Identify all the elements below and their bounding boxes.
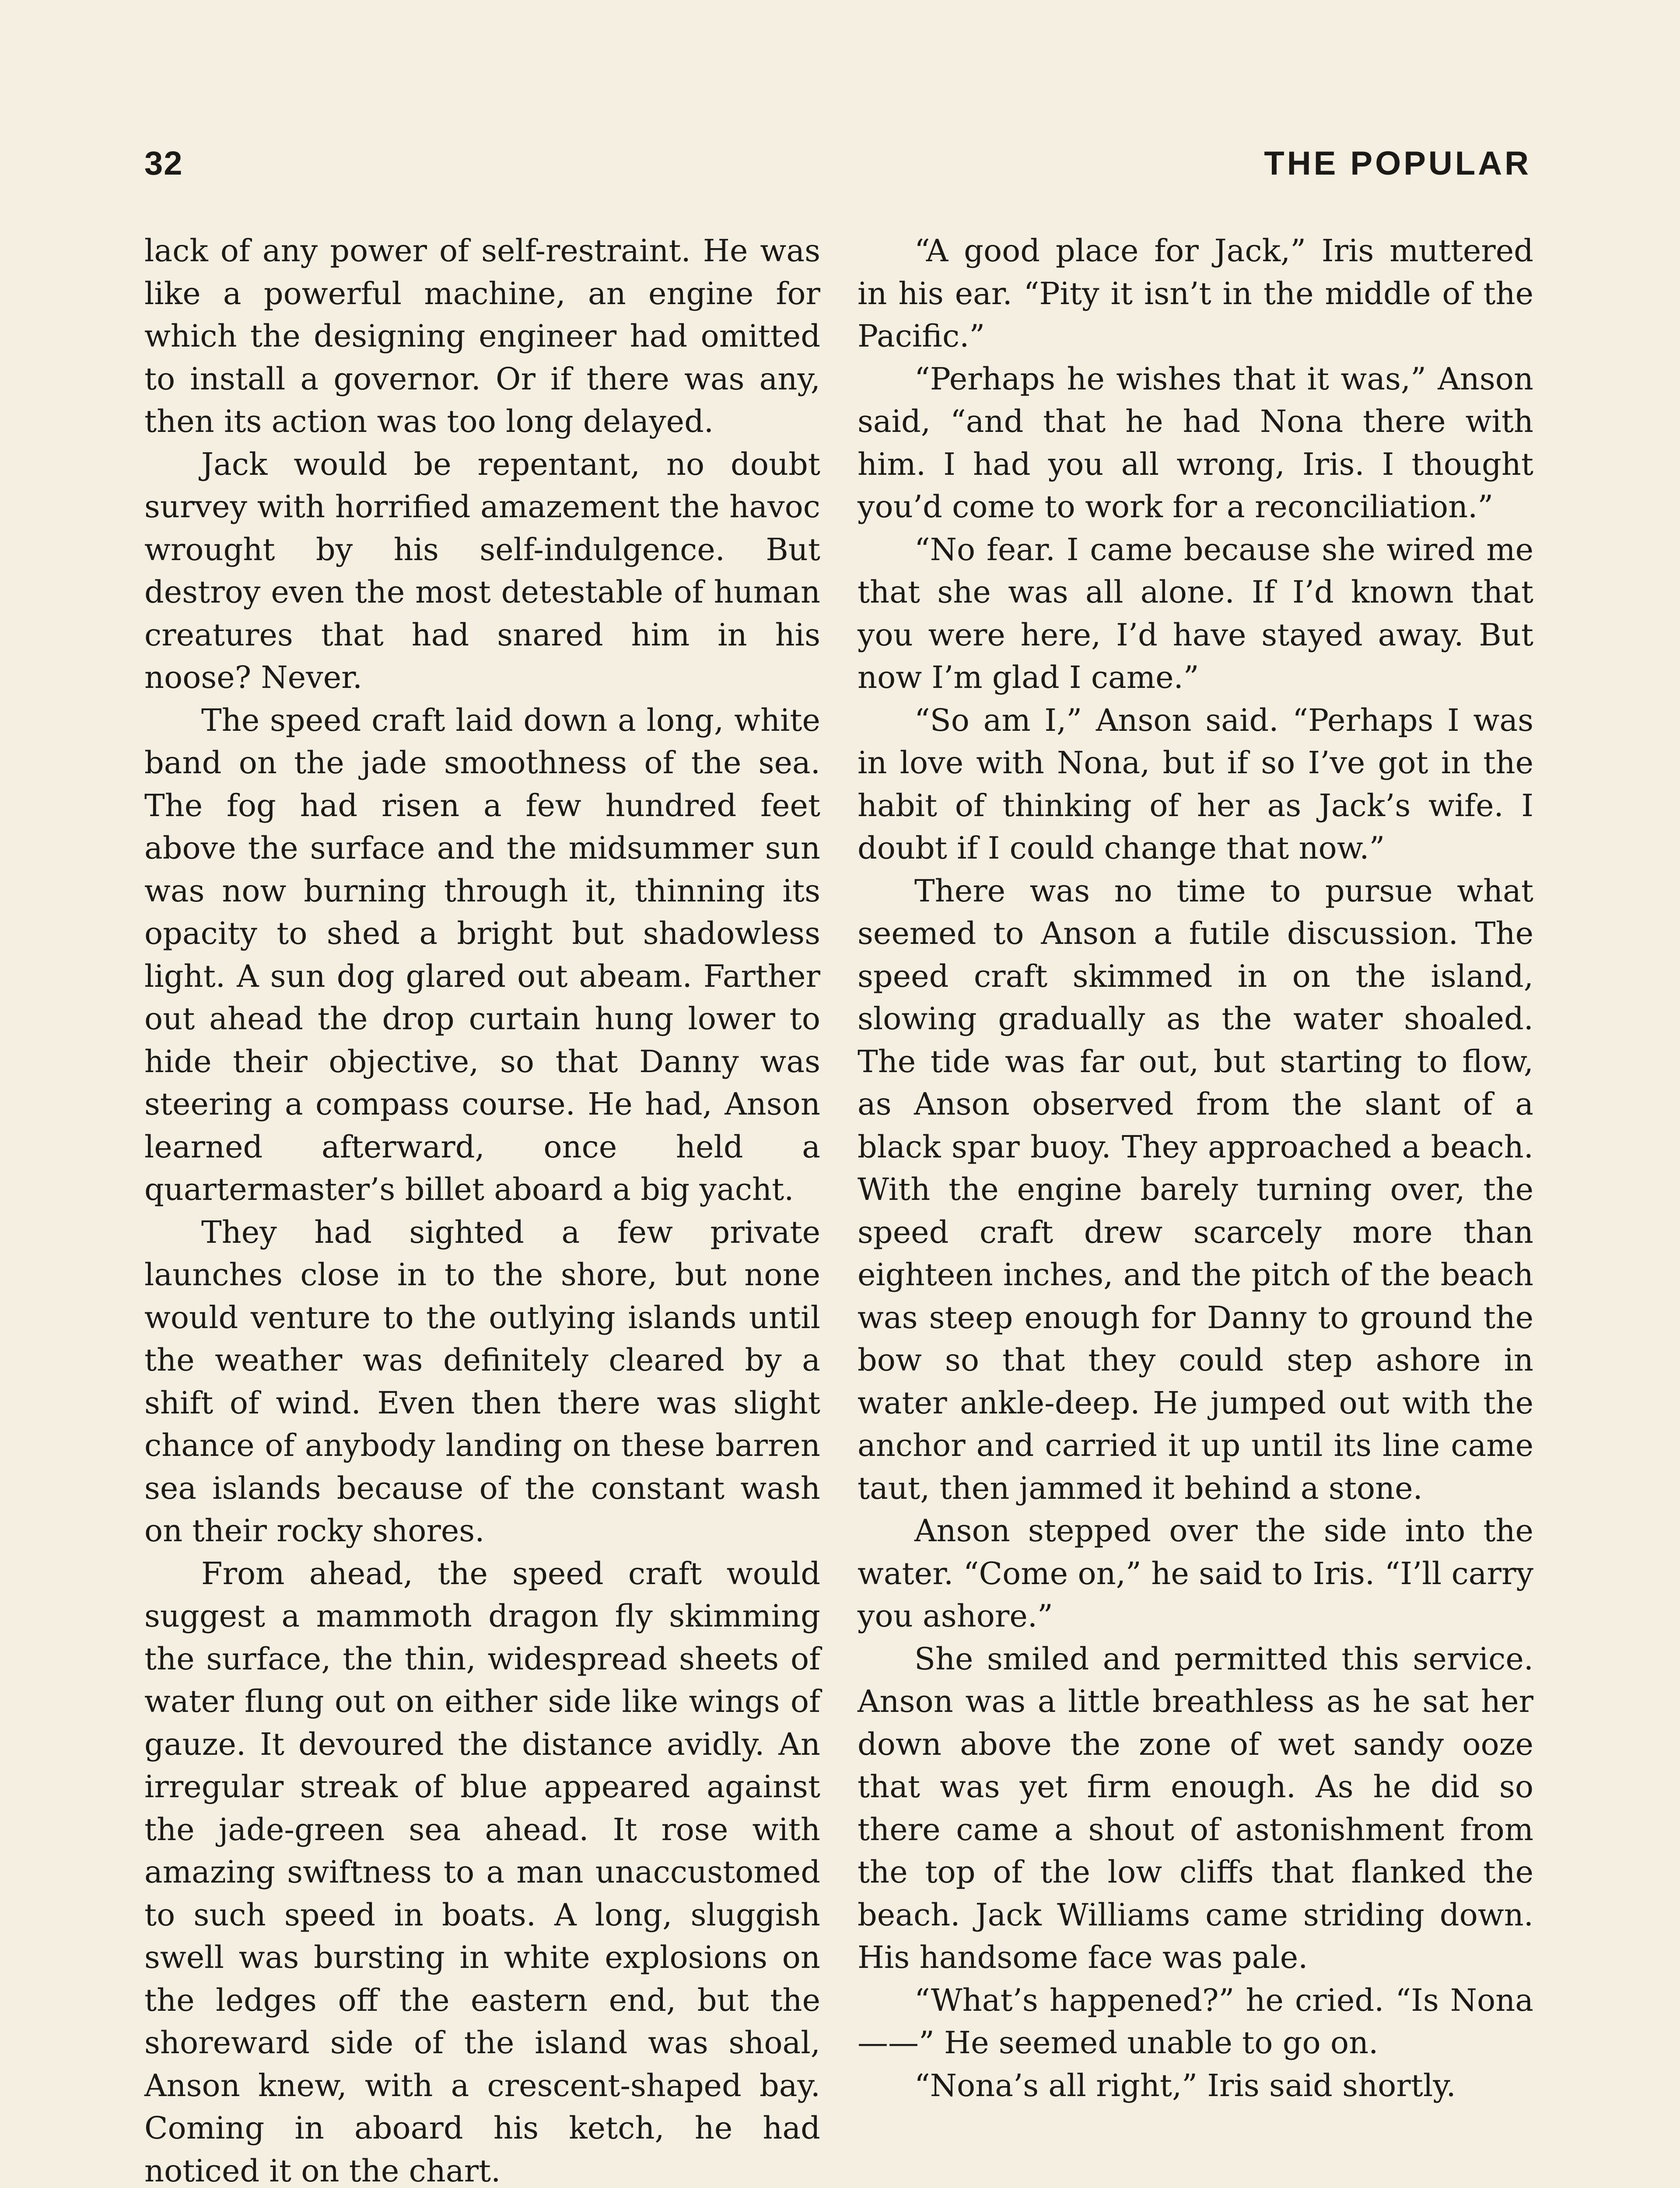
paragraph: She smiled and permitted this service. Anson was a little breathless as he sat her down above the zone of wet sandy ooze that was yet firm enough. As he did so there came a shout of astonishment from the top of the low cliffs that flanked the beach. Jack Williams came striding down. His handsome face was pale. [858,1641,1533,1975]
paragraph: “Perhaps he wishes that it was,” Anson said, “and that he had Nona there with him. I had you all wrong, Iris. I thought you’d come to work for a reconciliation.” [858,361,1533,525]
paragraph: “What’s happened?” he cried. “Is Nona——” He seemed unable to go on. [858,1982,1533,2061]
paragraph: “So am I,” Anson said. “Perhaps I was in love with Nona, but if so I’ve got in the habit of thinking of her as Jack’s wife. I doubt if I could change that now.” [858,702,1533,866]
page-number: 32 [144,145,183,182]
paragraph: “A good place for Jack,” Iris muttered in his ear. “Pity it isn’t in the middle of the Pacific.” [858,233,1533,354]
left-column [144,230,820,2188]
paragraph: They had sighted a few private launches close in to the shore, but none would venture to the outlying islands until the weather was definitely cleared by a shift of wind. Even then there was slight chance of anybody landing on these barren sea islands because of the constant wash on their rocky shores. [144,1214,820,1549]
paragraph: From ahead, the speed craft would suggest a mammoth dragon fly skimming the surface, the thin, widespread sheets of water flung out on either side like wings of gauze. It devoured the distance avidly. An irregular streak of blue appeared against the jade-green sea ahead. It rose with amazing swiftness to a man unaccustomed to such speed in boats. A long, sluggish swell was bursting in white explosions on the ledges off the eastern end, but the shoreward side of the island was shoal, Anson knew, with a crescent-shaped bay. Coming in aboard his ketch, he had noticed it on the chart. [144,1555,820,2188]
paragraph: The speed craft laid down a long, white band on the jade smoothness of the sea. The fog had risen a few hundred feet above the surface and the midsummer sun was now burning through it, thinning its opacity to shed a bright but shadowless light. A sun dog glared out abeam. Farther out ahead the drop curtain hung lower to hide their objective, so that Danny was steering a compass course. He had, Anson learned afterward, once held a quartermaster’s billet aboard a big yacht. [144,702,820,1207]
paragraph: Jack would be repentant, no doubt survey with horrified amazement the havoc wrought by his self-indulgence. But destroy even the most detestable of human creatures that had snared him in his noose? Never. [144,446,820,695]
right-column [858,230,1533,2107]
paragraph: “Nona’s all right,” Iris said shortly. [914,2067,1456,2104]
page-header [144,144,1531,193]
paragraph: lack of any power of self-restraint. He was like a powerful machine, an engine for which the designing engineer had omitted to install a governor. Or if there was any, then its action was too long delayed. [144,233,820,439]
paragraph: Anson stepped over the side into the water. “Come on,” he said to Iris. “I’ll carry you ashore.” [858,1513,1533,1634]
paragraph: There was no time to pursue what seemed to Anson a futile discussion. The speed craft skimmed in on the island, slowing gradually as the water shoaled. The tide was far out, but starting to flow, as Anson observed from the slant of a black spar buoy. They approached a beach. With the engine barely turning over, the speed craft drew scarcely more than eighteen inches, and the pitch of the beach was steep enough for Danny to ground the bow so that they could step ashore in water ankle-deep. He jumped out with the anchor and carried it up until its line came taut, then jammed it behind a stone. [858,873,1533,1506]
paragraph: “No fear. I came because she wired me that she was all alone. If I’d known that you were here, I’d have stayed away. But now I’m glad I came.” [858,531,1533,695]
running-title: THE POPULAR [1264,145,1531,182]
